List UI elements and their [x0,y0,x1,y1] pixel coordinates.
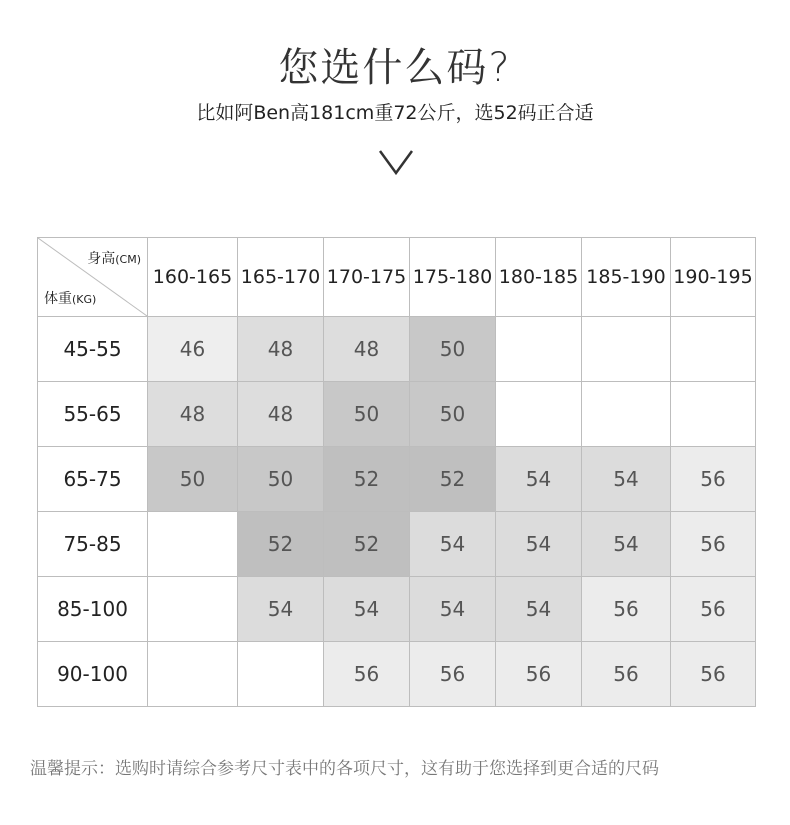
size-chart-table [37,237,756,707]
footer-note: 温馨提示：选购时请综合参考尺寸表中的各项尺寸，这有助于您选择到更合适的尺码 [30,759,659,779]
size-cell: 48 [238,382,324,447]
size-cell: 56 [410,642,496,707]
header-row [38,238,756,317]
size-cell: 56 [671,642,756,707]
empty-cell [238,642,324,707]
size-cell: 56 [671,577,756,642]
size-cell: 54 [496,512,582,577]
page-subtitle: 比如阿Ben高181cm重72公斤，选52码正合适 [196,102,594,124]
table-row [38,447,756,512]
size-cell: 54 [324,577,410,642]
weight-header: 85-100 [38,577,148,642]
size-cell: 52 [238,512,324,577]
size-cell: 54 [410,577,496,642]
height-header: 185-190 [582,238,671,317]
size-cell: 56 [582,642,671,707]
size-cell: 54 [238,577,324,642]
weight-header: 65-75 [38,447,148,512]
size-cell: 54 [410,512,496,577]
empty-cell [582,382,671,447]
weight-header: 55-65 [38,382,148,447]
size-cell: 52 [324,447,410,512]
height-header: 160-165 [148,238,238,317]
size-cell: 50 [324,382,410,447]
size-cell: 56 [324,642,410,707]
table-row [38,512,756,577]
size-cell: 56 [582,577,671,642]
height-header: 175-180 [410,238,496,317]
size-cell: 54 [582,512,671,577]
size-cell: 50 [410,317,496,382]
empty-cell [148,642,238,707]
page-title: 您选什么码? [278,45,512,91]
table-row [38,642,756,707]
size-cell: 48 [324,317,410,382]
chevron-down-icon [378,148,414,176]
height-header: 180-185 [496,238,582,317]
height-axis-label: 身高(CM) [87,251,141,267]
empty-cell [148,577,238,642]
size-cell: 48 [148,382,238,447]
empty-cell [496,317,582,382]
weight-axis-label: 体重(KG) [44,291,97,307]
size-cell: 56 [496,642,582,707]
size-cell: 52 [410,447,496,512]
empty-cell [148,512,238,577]
weight-header: 45-55 [38,317,148,382]
height-header: 190-195 [671,238,756,317]
table-row [38,382,756,447]
empty-cell [671,382,756,447]
empty-cell [671,317,756,382]
empty-cell [582,317,671,382]
size-cell: 50 [410,382,496,447]
height-header: 170-175 [324,238,410,317]
weight-header: 90-100 [38,642,148,707]
size-cell: 54 [582,447,671,512]
empty-cell [496,382,582,447]
corner-cell [38,238,148,317]
size-cell: 48 [238,317,324,382]
table-row [38,577,756,642]
size-cell: 54 [496,447,582,512]
size-cell: 56 [671,512,756,577]
size-cell: 46 [148,317,238,382]
table-row [38,317,756,382]
size-cell: 52 [324,512,410,577]
size-cell: 54 [496,577,582,642]
weight-header: 75-85 [38,512,148,577]
height-header: 165-170 [238,238,324,317]
size-cell: 56 [671,447,756,512]
size-cell: 50 [238,447,324,512]
size-cell: 50 [148,447,238,512]
